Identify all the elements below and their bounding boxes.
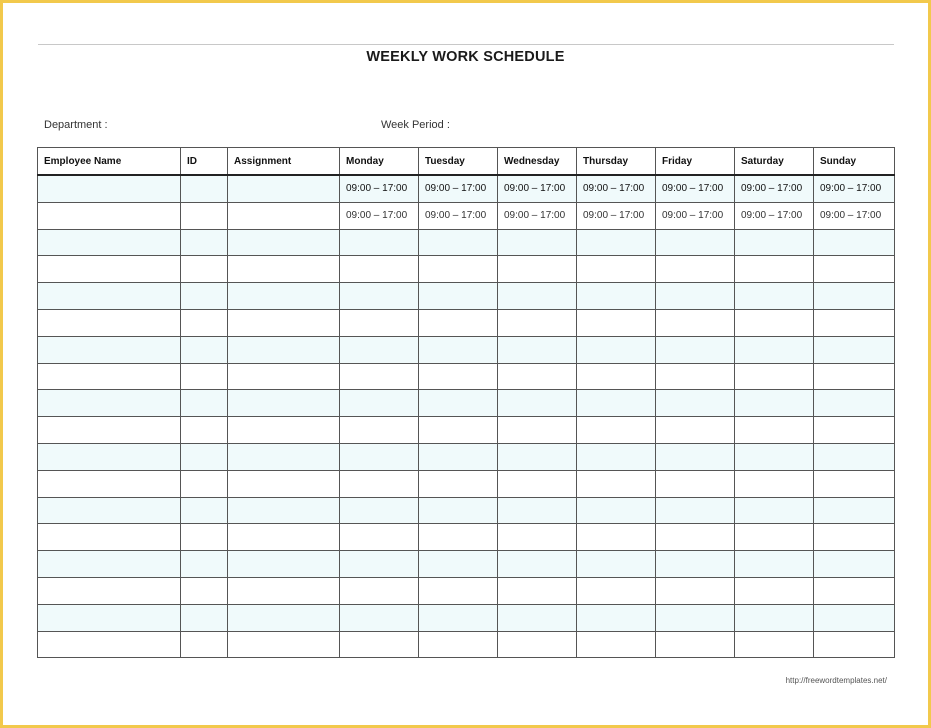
table-cell[interactable]: 09:00 – 17:00 [340,175,419,202]
table-cell[interactable] [419,417,498,444]
table-cell[interactable] [735,604,814,631]
table-cell[interactable] [419,336,498,363]
table-cell[interactable] [498,577,577,604]
table-cell[interactable] [38,551,181,578]
table-cell[interactable] [419,551,498,578]
table-cell[interactable] [656,497,735,524]
table-cell[interactable] [735,417,814,444]
table-cell[interactable] [340,283,419,310]
table-row [38,309,895,336]
table-cell[interactable]: 09:00 – 17:00 [498,175,577,202]
table-cell[interactable] [340,604,419,631]
table-cell[interactable] [814,443,895,470]
table-cell[interactable] [735,283,814,310]
table-cell[interactable] [814,336,895,363]
table-cell[interactable]: 09:00 – 17:00 [656,175,735,202]
table-cell[interactable] [656,577,735,604]
table-cell[interactable] [340,336,419,363]
table-cell[interactable] [181,551,228,578]
table-cell[interactable] [735,631,814,658]
table-cell[interactable] [656,390,735,417]
column-header: Sunday [814,148,895,176]
table-cell[interactable] [656,363,735,390]
table-cell[interactable] [38,497,181,524]
table-cell[interactable] [38,390,181,417]
table-cell[interactable] [814,256,895,283]
table-cell[interactable] [228,470,340,497]
table-cell[interactable] [38,336,181,363]
table-cell[interactable] [419,470,498,497]
table-cell[interactable]: 09:00 – 17:00 [735,202,814,229]
table-cell[interactable] [419,604,498,631]
table-cell[interactable] [814,604,895,631]
table-cell[interactable] [498,309,577,336]
table-cell[interactable] [419,283,498,310]
table-cell[interactable]: 09:00 – 17:00 [419,202,498,229]
table-row [38,631,895,658]
table-cell[interactable] [577,363,656,390]
table-cell[interactable] [38,256,181,283]
footer-url: http://freewordtemplates.net/ [785,676,887,685]
table-cell[interactable] [38,443,181,470]
top-divider [38,44,894,45]
table-cell[interactable] [340,524,419,551]
table-cell[interactable]: 09:00 – 17:00 [419,175,498,202]
table-cell[interactable] [419,577,498,604]
table-cell[interactable] [498,417,577,444]
table-cell[interactable] [814,417,895,444]
table-cell[interactable] [340,577,419,604]
table-body [38,175,895,658]
table-cell[interactable] [228,577,340,604]
column-header: Employee Name [38,148,181,176]
table-cell[interactable] [577,631,656,658]
table-cell[interactable] [181,524,228,551]
table-cell[interactable] [656,256,735,283]
table-cell[interactable] [38,417,181,444]
table-row [38,524,895,551]
table-cell[interactable]: 09:00 – 17:00 [814,202,895,229]
table-cell[interactable] [735,390,814,417]
table-cell[interactable] [38,309,181,336]
table-cell[interactable] [577,577,656,604]
table-cell[interactable] [419,524,498,551]
table-cell[interactable] [181,202,228,229]
table-cell[interactable] [228,256,340,283]
table-row [38,577,895,604]
table-row [38,604,895,631]
table-cell[interactable] [656,551,735,578]
table-row [38,551,895,578]
table-cell[interactable] [656,470,735,497]
table-cell[interactable] [814,309,895,336]
table-cell[interactable] [228,363,340,390]
table-cell[interactable] [577,604,656,631]
table-cell[interactable] [340,443,419,470]
table-cell[interactable] [814,551,895,578]
week-period-label: Week Period : [381,119,450,131]
table-cell[interactable] [228,336,340,363]
table-cell[interactable]: 09:00 – 17:00 [814,175,895,202]
table-cell[interactable] [38,470,181,497]
table-cell[interactable] [228,604,340,631]
table-row [38,175,895,202]
table-cell[interactable] [340,390,419,417]
table-cell[interactable] [814,363,895,390]
table-cell[interactable] [735,363,814,390]
table-cell[interactable] [814,229,895,256]
table-cell[interactable] [228,443,340,470]
table-row [38,283,895,310]
table-cell[interactable] [228,551,340,578]
table-cell[interactable] [228,283,340,310]
table-cell[interactable] [38,202,181,229]
header-row [38,148,895,176]
table-cell[interactable] [498,631,577,658]
table-cell[interactable] [498,524,577,551]
table-cell[interactable] [577,283,656,310]
table-cell[interactable] [735,497,814,524]
column-header: Friday [656,148,735,176]
column-header: ID [181,148,228,176]
table-cell[interactable]: 09:00 – 17:00 [577,175,656,202]
table-cell[interactable] [228,524,340,551]
table-cell[interactable] [577,551,656,578]
table-cell[interactable] [228,417,340,444]
table-row [38,470,895,497]
page-title: WEEKLY WORK SCHEDULE [366,49,565,65]
table-cell[interactable] [340,631,419,658]
table-cell[interactable] [228,631,340,658]
table-cell[interactable] [340,229,419,256]
table-cell[interactable] [181,577,228,604]
table-cell[interactable] [814,577,895,604]
table-cell[interactable] [577,524,656,551]
table-cell[interactable] [814,283,895,310]
table-cell[interactable] [419,363,498,390]
table-cell[interactable] [656,524,735,551]
table-cell[interactable] [814,497,895,524]
table-cell[interactable]: 09:00 – 17:00 [656,202,735,229]
table-row [38,256,895,283]
table-cell[interactable] [577,256,656,283]
table-cell[interactable] [419,390,498,417]
table-cell[interactable] [656,283,735,310]
table-cell[interactable] [419,309,498,336]
table-row [38,229,895,256]
table-cell[interactable] [498,283,577,310]
table-cell[interactable] [735,551,814,578]
table-cell[interactable] [181,443,228,470]
table-cell[interactable] [340,551,419,578]
table-row [38,417,895,444]
table-cell[interactable] [38,631,181,658]
department-label: Department : [44,119,108,131]
table-cell[interactable] [498,443,577,470]
column-header: Wednesday [498,148,577,176]
table-cell[interactable] [38,577,181,604]
table-cell[interactable] [814,631,895,658]
table-cell[interactable] [181,229,228,256]
table-cell[interactable] [181,336,228,363]
table-cell[interactable] [38,229,181,256]
table-cell[interactable] [735,256,814,283]
table-cell[interactable] [181,363,228,390]
table-cell[interactable] [498,497,577,524]
table-cell[interactable]: 09:00 – 17:00 [340,202,419,229]
table-cell[interactable] [735,336,814,363]
table-cell[interactable] [735,309,814,336]
table-cell[interactable] [577,336,656,363]
table-cell[interactable] [498,604,577,631]
table-cell[interactable] [577,443,656,470]
table-cell[interactable] [181,175,228,202]
table-cell[interactable] [38,283,181,310]
table-cell[interactable] [498,390,577,417]
table-cell[interactable] [38,363,181,390]
table-cell[interactable] [735,577,814,604]
table-cell[interactable] [38,175,181,202]
table-cell[interactable] [498,551,577,578]
column-header: Saturday [735,148,814,176]
table-cell[interactable] [340,309,419,336]
table-cell[interactable] [228,497,340,524]
table-cell[interactable] [656,631,735,658]
table-cell[interactable] [656,417,735,444]
table-cell[interactable] [38,604,181,631]
table-cell[interactable] [340,497,419,524]
column-header: Thursday [577,148,656,176]
table-cell[interactable] [656,336,735,363]
table-cell[interactable]: 09:00 – 17:00 [735,175,814,202]
table-cell[interactable] [419,497,498,524]
table-cell[interactable] [498,336,577,363]
table-cell[interactable] [656,604,735,631]
table-cell[interactable] [577,497,656,524]
table-cell[interactable] [735,229,814,256]
table-cell[interactable] [735,470,814,497]
table-cell[interactable] [656,229,735,256]
table-cell[interactable] [181,631,228,658]
table-row [38,202,895,229]
table-cell[interactable] [181,390,228,417]
table-cell[interactable] [228,175,340,202]
table-cell[interactable] [814,524,895,551]
table-cell[interactable] [656,443,735,470]
table-cell[interactable] [498,363,577,390]
table-cell[interactable] [498,470,577,497]
table-cell[interactable] [498,256,577,283]
column-header: Tuesday [419,148,498,176]
table-cell[interactable] [228,202,340,229]
table-cell[interactable] [181,256,228,283]
table-cell[interactable] [340,470,419,497]
table-cell[interactable] [498,229,577,256]
table-cell[interactable] [340,417,419,444]
table-cell[interactable] [419,631,498,658]
schedule-table [37,147,895,658]
table-row [38,336,895,363]
table-cell[interactable] [735,443,814,470]
table-cell[interactable] [181,309,228,336]
table-cell[interactable] [340,256,419,283]
table-cell[interactable] [656,309,735,336]
table-cell[interactable]: 09:00 – 17:00 [498,202,577,229]
table-cell[interactable] [181,497,228,524]
table-cell[interactable] [814,470,895,497]
table-row [38,497,895,524]
table-row [38,390,895,417]
table-cell[interactable]: 09:00 – 17:00 [577,202,656,229]
table-cell[interactable] [181,604,228,631]
table-cell[interactable] [735,524,814,551]
table-cell[interactable] [577,417,656,444]
table-cell[interactable] [419,229,498,256]
table-cell[interactable] [577,470,656,497]
table-cell[interactable] [419,256,498,283]
table-row [38,443,895,470]
table-cell[interactable] [228,309,340,336]
table-cell[interactable] [181,283,228,310]
table-cell[interactable] [814,390,895,417]
table-cell[interactable] [228,390,340,417]
column-header: Assignment [228,148,340,176]
table-cell[interactable] [419,443,498,470]
table-cell[interactable] [577,229,656,256]
table-cell[interactable] [38,524,181,551]
table-cell[interactable] [340,363,419,390]
table-cell[interactable] [577,390,656,417]
table-cell[interactable] [228,229,340,256]
table-row [38,363,895,390]
column-header: Monday [340,148,419,176]
table-cell[interactable] [181,417,228,444]
table-cell[interactable] [577,309,656,336]
table-cell[interactable] [181,470,228,497]
